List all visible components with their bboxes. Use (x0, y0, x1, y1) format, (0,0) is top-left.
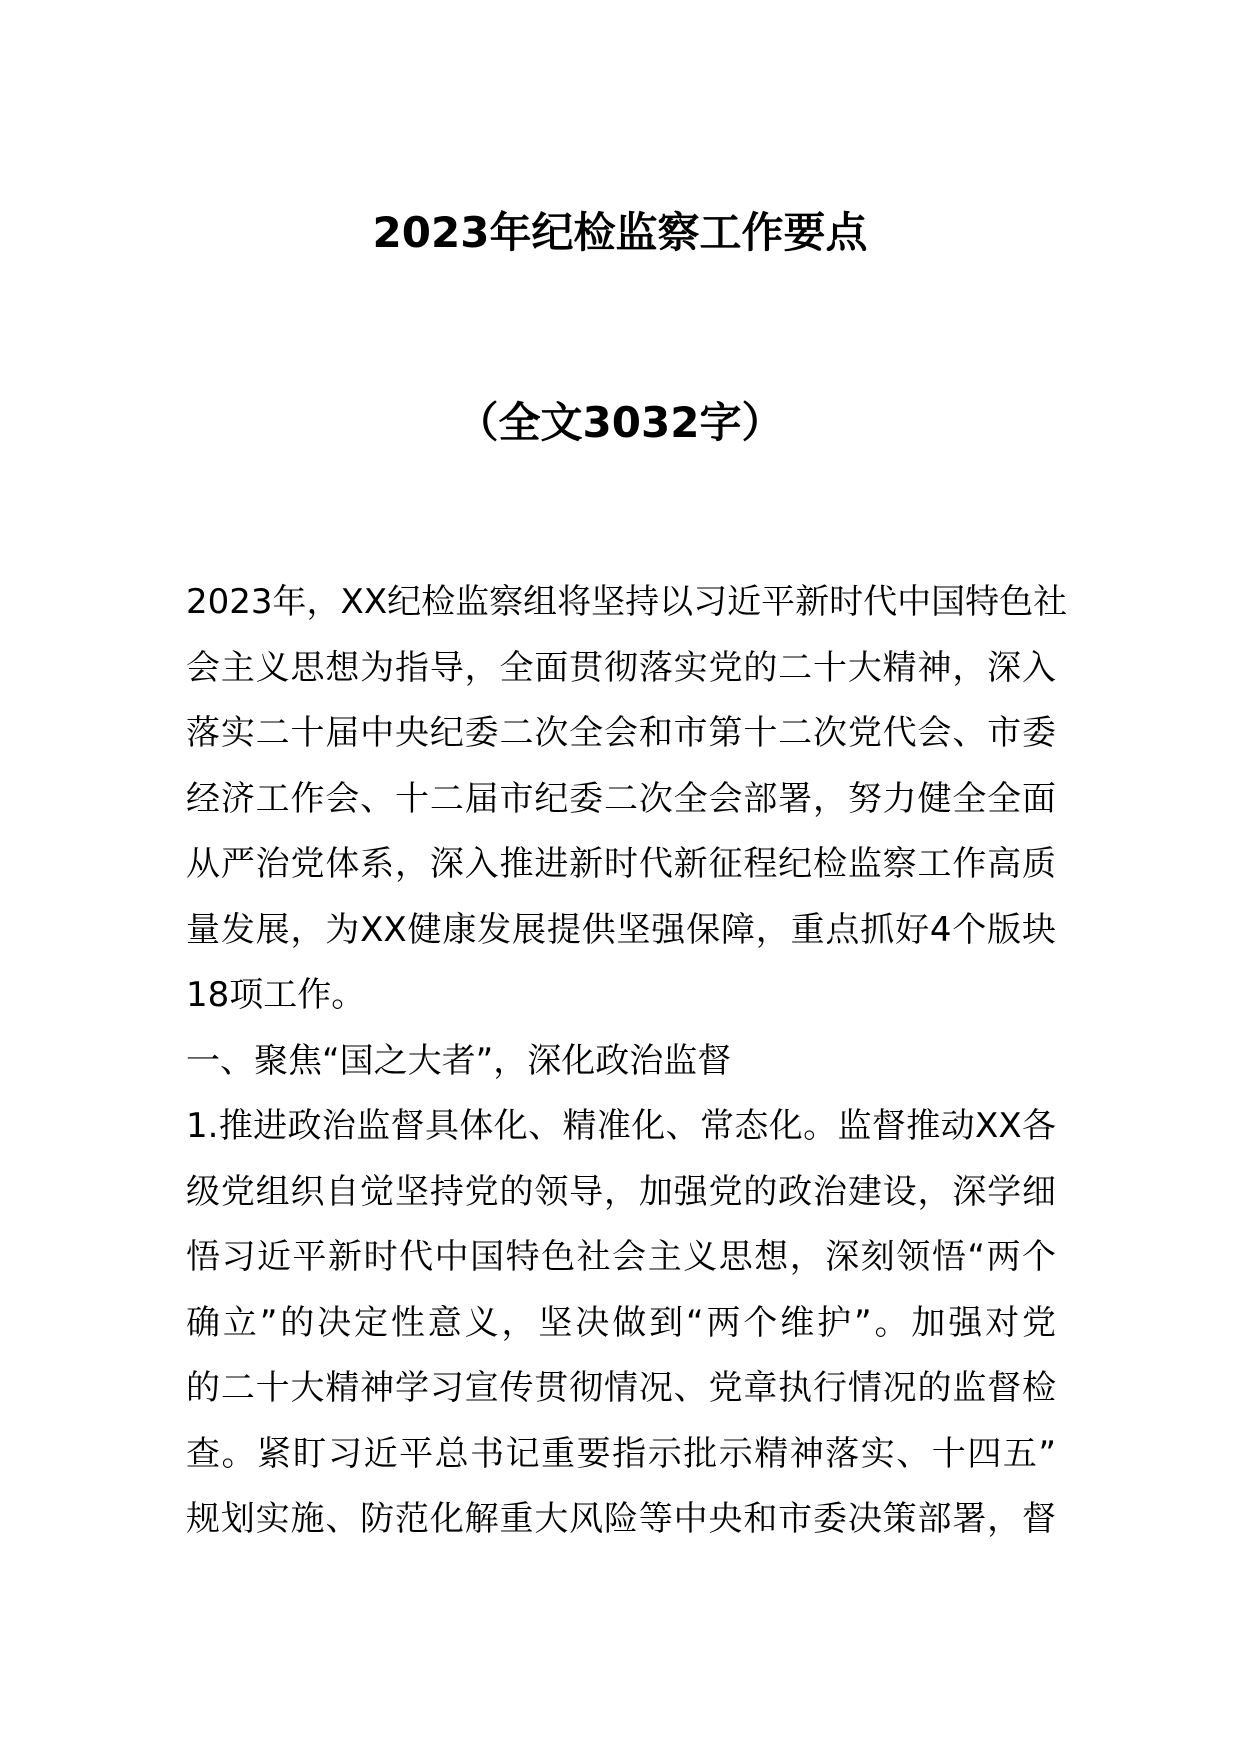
intro-line: 2023年，XX纪检监察组将坚持以习近平新时代中国特色社 (186, 582, 1068, 622)
document-subtitle: （全文3032字） (456, 398, 784, 447)
section-heading: 一、聚焦“国之大者”，深化政治监督 (186, 1040, 732, 1081)
item-line: 规划实施、防范化解重大风险等中央和市委决策部署，督 (186, 1499, 1056, 1539)
intro-line: 18项工作。 (186, 975, 366, 1015)
item-line: 查。紧盯习近平总书记重要指示批示精神落实、十四五” (186, 1433, 1056, 1474)
document-title: 2023年纪检监察工作要点 (372, 208, 868, 257)
item-line: 级党组织自觉坚持党的领导，加强党的政治建设，深学细 (186, 1171, 1056, 1212)
document-body (186, 570, 1068, 1553)
item-line: 确立”的决定性意义，坚决做到“两个维护”。加强对党 (186, 1302, 1056, 1343)
item-line: 悟习近平新时代中国特色社会主义思想，深刻领悟“两个 (186, 1237, 1056, 1277)
item-line: 的二十大精神学习宣传贯彻情况、党章执行情况的监督检 (186, 1368, 1056, 1408)
intro-line: 从严治党体系，深入推进新时代新征程纪检监察工作高质 (186, 844, 1056, 884)
intro-line: 会主义思想为指导，全面贯彻落实党的二十大精神，深入 (186, 647, 1056, 688)
intro-line: 量发展，为XX健康发展提供坚强保障，重点抓好4个版块 (186, 909, 1056, 950)
intro-line: 落实二十届中央纪委二次全会和市第十二次党代会、市委 (186, 713, 1056, 753)
intro-line: 经济工作会、十二届市纪委二次全会部署，努力健全全面 (186, 778, 1056, 819)
item-line: 1.推进政治监督具体化、精准化、常态化。监督推动XX各 (186, 1106, 1056, 1146)
